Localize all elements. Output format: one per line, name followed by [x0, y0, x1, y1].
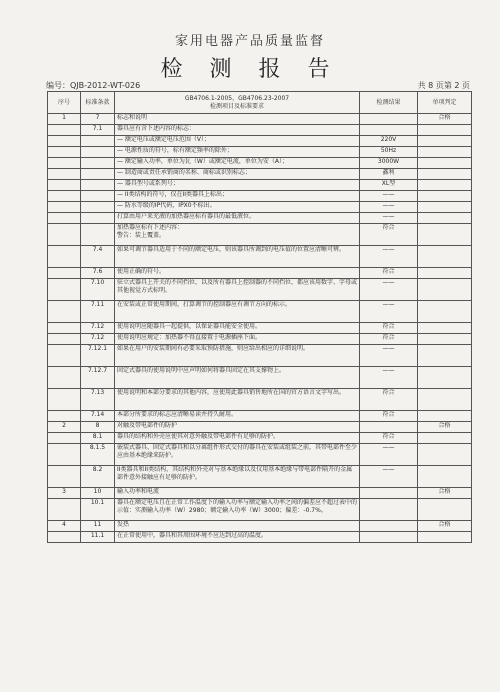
- row-item-text: 驻立式器具上开关的不同挡位，以及所有器具上控制器的不同挡位，都应该用数字、字母或其他视觉方式标明。: [115, 279, 360, 301]
- row-item-text: — 额定输入功率，单位为瓦（W）或额定电流，单位为安（A）；: [115, 158, 360, 169]
- row-seq: [48, 301, 81, 323]
- row-judge: 合格: [418, 488, 472, 499]
- row-judge: [418, 499, 472, 521]
- table-row: [48, 202, 472, 213]
- row-seq: [48, 268, 81, 279]
- row-clause: 7.11: [81, 301, 115, 323]
- row-seq: 2: [48, 422, 81, 433]
- col-standard: GB4706.1-2005，GB4706.23-2007: [184, 95, 290, 102]
- table-row: [48, 191, 472, 202]
- row-item-text: 器具在额定电压且在正常工作温度下的输入功率与额定输入功率之间的偏差应不超过表中的示值：实测输入功率（W）2980；额定输入功率（W）3000；偏差：-0.7%。: [115, 499, 360, 521]
- row-item-text: — 制造商或责任承销商的名称、商标或识别标志；: [115, 169, 360, 180]
- row-clause: 10: [81, 488, 115, 499]
- row-seq: 4: [48, 521, 81, 532]
- table-row: [48, 499, 472, 521]
- row-seq: [48, 466, 81, 488]
- row-seq: [48, 136, 81, 147]
- row-clause: 11.1: [81, 532, 115, 543]
- row-clause: 7.12.1: [81, 345, 115, 367]
- row-result: XL型: [360, 180, 418, 191]
- table-row: [48, 488, 472, 499]
- row-result: ——: [360, 213, 418, 224]
- row-item-text: 发热: [115, 521, 360, 532]
- row-seq: [48, 367, 81, 389]
- row-result: [360, 114, 418, 125]
- table-row: [48, 125, 472, 136]
- row-result: ——: [360, 279, 418, 301]
- table-row: [48, 532, 472, 543]
- row-judge: [418, 246, 472, 268]
- row-seq: [48, 433, 81, 444]
- table-row: [48, 180, 472, 191]
- row-result: 符合: [360, 389, 418, 411]
- row-judge: [418, 279, 472, 301]
- row-seq: [48, 158, 81, 169]
- row-result: [360, 422, 418, 433]
- row-seq: [48, 202, 81, 213]
- row-item-text: — 额定电压或额定电压范围（V）；: [115, 136, 360, 147]
- row-seq: [48, 125, 81, 136]
- row-result: ——: [360, 444, 418, 466]
- row-result: ——: [360, 246, 418, 268]
- row-clause: 8.1: [81, 433, 115, 444]
- row-item-text: — 防水等级的IP代码，IPX0不标出。: [115, 202, 360, 213]
- row-result: 3000W: [360, 158, 418, 169]
- row-item-text: 如果可调节器具适用于不同的额定电压，则该器具所调到的电压值的位置应清晰可辨。: [115, 246, 360, 268]
- report-title: 检 测 报 告: [160, 57, 340, 82]
- row-clause: 7.4: [81, 246, 115, 268]
- row-item-text: — 电源性质的符号，标有额定频率的除外；: [115, 147, 360, 158]
- row-seq: [48, 180, 81, 191]
- row-item-text: 器具的结构和外壳应使其对意外触及带电部件有足够的防护。: [115, 433, 360, 444]
- row-seq: [48, 191, 81, 202]
- col-item-label: 检测项目及标准要求: [209, 102, 264, 110]
- row-result: 鑫利: [360, 169, 418, 180]
- row-clause: 8: [81, 422, 115, 433]
- row-seq: [48, 213, 81, 224]
- row-item-text: 器具应有含下述内容的标志：: [115, 125, 360, 136]
- row-clause: 10.1: [81, 499, 115, 521]
- row-judge: [418, 125, 472, 136]
- row-seq: [48, 147, 81, 158]
- row-result: [360, 488, 418, 499]
- table-row: [48, 268, 472, 279]
- row-judge: [418, 532, 472, 543]
- row-result: 符合: [360, 433, 418, 444]
- table-row: [48, 345, 472, 367]
- table-header-row: [48, 92, 472, 114]
- col-judge: 单项判定: [418, 92, 472, 114]
- row-result: 符合: [360, 334, 418, 345]
- row-judge: [418, 389, 472, 411]
- row-item-text: — 器具型号或系列号；: [115, 180, 360, 191]
- row-item-text: 本部分所要求的标志应清晰易读并持久耐用。: [115, 411, 360, 422]
- row-judge: [418, 411, 472, 422]
- row-item-text: 使用说明应规定：加热器不得直接置于电源插座下面。: [115, 334, 360, 345]
- row-item-text: 在正常使用中，器具和其周围环境不应达到过高的温度。: [115, 532, 360, 543]
- row-clause: [81, 158, 115, 169]
- row-judge: [418, 224, 472, 246]
- row-result: ——: [360, 367, 418, 389]
- row-clause: 8.2: [81, 466, 115, 488]
- table-row: [48, 422, 472, 433]
- row-item-text: 加热器应标有下述内容： 警告：装上覆盖。: [115, 224, 360, 246]
- row-seq: [48, 323, 81, 334]
- row-clause: [81, 180, 115, 191]
- table-row: [48, 169, 472, 180]
- row-item-text: 如果在用户的安装期间有必要采取预防措施，则应给出相应的详细说明。: [115, 345, 360, 367]
- report-number: 编号：QJB-2012-WT-026: [46, 81, 141, 90]
- row-clause: 7.12: [81, 334, 115, 345]
- row-result: [360, 532, 418, 543]
- row-clause: [81, 136, 115, 147]
- org-title: 家用电器产品质量监督: [174, 34, 325, 49]
- row-judge: [418, 202, 472, 213]
- row-judge: [418, 169, 472, 180]
- row-judge: [418, 180, 472, 191]
- row-clause: [81, 147, 115, 158]
- row-clause: 7: [81, 114, 115, 125]
- table-row: [48, 433, 472, 444]
- table-row: [48, 389, 472, 411]
- table-row: [48, 466, 472, 488]
- row-seq: [48, 389, 81, 411]
- row-clause: 7.14: [81, 411, 115, 422]
- row-result: 符合: [360, 268, 418, 279]
- row-item-text: 标志和说明: [115, 114, 360, 125]
- col-item: [115, 92, 360, 114]
- row-judge: [418, 268, 472, 279]
- row-judge: [418, 301, 472, 323]
- col-clause: 标准条款: [81, 92, 115, 114]
- table-row: [48, 213, 472, 224]
- row-seq: [48, 334, 81, 345]
- row-item-text: 使用说明应随器具一起提供，以保证器具能安全使用。: [115, 323, 360, 334]
- row-seq: 3: [48, 488, 81, 499]
- row-clause: [81, 191, 115, 202]
- table-row: [48, 521, 472, 532]
- row-clause: 7.12.7: [81, 367, 115, 389]
- row-seq: [48, 169, 81, 180]
- row-judge: [418, 158, 472, 169]
- row-seq: [48, 411, 81, 422]
- page-info: 共 8 页第 2 页: [417, 81, 470, 90]
- row-item-text: 对触及带电部件的防护: [115, 422, 360, 433]
- col-result: 检测结果: [360, 92, 418, 114]
- row-judge: [418, 433, 472, 444]
- row-judge: [418, 444, 472, 466]
- row-seq: [48, 279, 81, 301]
- row-item-text: 固定式器具的使用说明中应声明如何将器具固定在其支撑物上。: [115, 367, 360, 389]
- row-result: 220V: [360, 136, 418, 147]
- row-judge: [418, 323, 472, 334]
- row-seq: [48, 345, 81, 367]
- row-item-text: 嵌装式器具、固定式器具和以分离组件形式交付的器具在安装或组装之前，其带电部件至少应由基本绝缘来防护。: [115, 444, 360, 466]
- row-result: [360, 499, 418, 521]
- row-judge: [418, 147, 472, 158]
- row-clause: 7.12: [81, 323, 115, 334]
- row-item-text: 打算由用户来充液的加热器应标有器具的最低液位。: [115, 213, 360, 224]
- row-result: [360, 125, 418, 136]
- row-seq: [48, 499, 81, 521]
- table-row: [48, 334, 472, 345]
- row-judge: [418, 345, 472, 367]
- row-clause: 8.1.5: [81, 444, 115, 466]
- row-result: 符合: [360, 224, 418, 246]
- row-seq: 1: [48, 114, 81, 125]
- row-judge: [418, 136, 472, 147]
- row-judge: [418, 191, 472, 202]
- row-clause: 7.10: [81, 279, 115, 301]
- row-clause: 7.1: [81, 125, 115, 136]
- table-row: [48, 301, 472, 323]
- row-judge: 合格: [418, 114, 472, 125]
- table-row: [48, 224, 472, 246]
- row-result: 符合: [360, 323, 418, 334]
- row-result: ——: [360, 466, 418, 488]
- table-row: [48, 279, 472, 301]
- row-result: ——: [360, 202, 418, 213]
- table-row: [48, 323, 472, 334]
- row-item-text: 使用正确的符号。: [115, 268, 360, 279]
- row-seq: [48, 224, 81, 246]
- row-seq: [48, 532, 81, 543]
- table-row: [48, 136, 472, 147]
- row-seq: [48, 444, 81, 466]
- row-judge: 合格: [418, 521, 472, 532]
- row-item-text: 使用说明和本部分要求的其他内容，应使用此器具销售地所在国的官方语言文字写出。: [115, 389, 360, 411]
- row-clause: 11: [81, 521, 115, 532]
- row-clause: [81, 202, 115, 213]
- row-result: ——: [360, 345, 418, 367]
- row-result: [360, 521, 418, 532]
- inspection-table: [47, 91, 472, 543]
- table-row: [48, 114, 472, 125]
- row-judge: [418, 466, 472, 488]
- col-seq: 序号: [48, 92, 81, 114]
- row-judge: 合格: [418, 422, 472, 433]
- table-row: [48, 246, 472, 268]
- row-judge: [418, 213, 472, 224]
- row-clause: [81, 169, 115, 180]
- table-row: [48, 444, 472, 466]
- row-clause: 7.6: [81, 268, 115, 279]
- table-row: [48, 411, 472, 422]
- row-item-text: 在安装或正常使用期间，打算调节的控制器应有调节方向的标示。: [115, 301, 360, 323]
- table-row: [48, 147, 472, 158]
- row-item-text: 输入功率和电流: [115, 488, 360, 499]
- row-judge: [418, 334, 472, 345]
- row-result: 50Hz: [360, 147, 418, 158]
- row-clause: [81, 213, 115, 224]
- row-clause: 7.13: [81, 389, 115, 411]
- table-body: [48, 114, 472, 543]
- row-judge: [418, 367, 472, 389]
- row-seq: [48, 246, 81, 268]
- row-item-text: — II类结构的符号，仅在II类器具上标出；: [115, 191, 360, 202]
- row-item-text: II类器具和II类结构，其结构和外壳对与基本绝缘以及仅用基本绝缘与带电部件隔开的金属部件意外接触应有足够的防护。: [115, 466, 360, 488]
- row-result: 符合: [360, 411, 418, 422]
- row-clause: [81, 224, 115, 246]
- row-result: ——: [360, 301, 418, 323]
- table-row: [48, 158, 472, 169]
- row-result: ——: [360, 191, 418, 202]
- table-row: [48, 367, 472, 389]
